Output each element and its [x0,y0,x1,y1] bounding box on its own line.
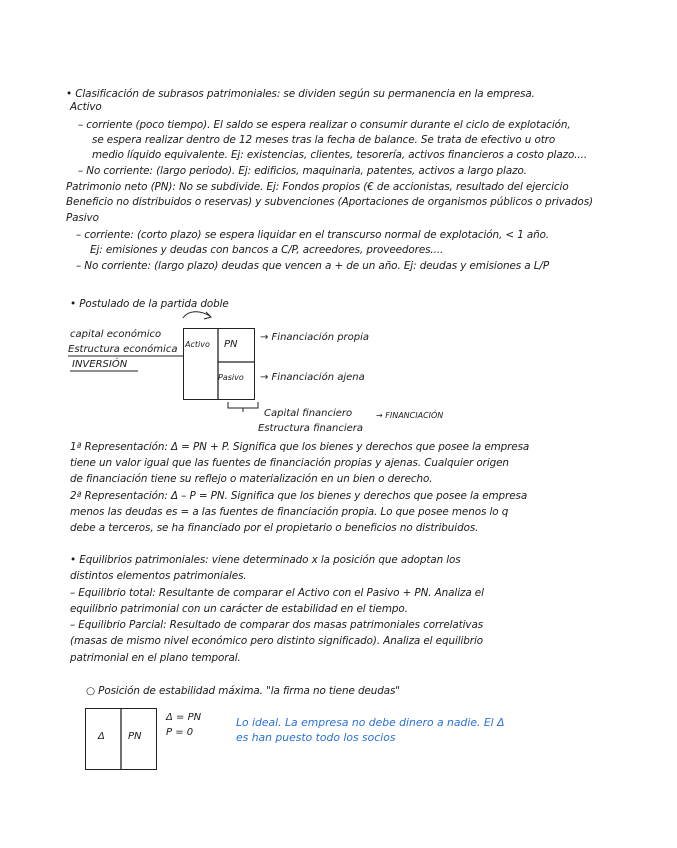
s1-line-9: Ej: emisiones y deudas con bancos a C/P, acreedores, proveedores.... [90,244,444,256]
s3-line-1: distintos elementos patrimoniales. [70,570,247,582]
s1-line-1: – corriente (poco tiempo). El saldo se espera realizar o consumir durante el ciclo de explotación, [78,119,571,131]
diagram-arrow-pn: → Financiación propia [260,332,370,343]
diagram-bottom-line2: Estructura financiera [258,423,364,434]
s1-line-6: Beneficio no distribuidos o reservas) y subvenciones (Aportaciones de organismos públicos o privados) [66,196,593,208]
section4-title: ○ Posición de estabilidad máxima. "la firma no tiene deudas" [86,685,400,697]
s1-line-3: medio líquido equivalente. Ej: existencias, clientes, tesorería, activos financieros a costo plazo.... [92,149,588,161]
s2-line-6: debe a terceros, se ha financiado por el propietario o beneficios no distribuidos. [70,522,479,534]
stability-col-activo: Δ [98,731,105,742]
s3-line-3: equilibrio patrimonial con un carácter de estabilidad en el tiempo. [70,603,408,615]
section2-title: • Postulado de la partida doble [70,298,229,310]
activo-label: Activo [70,101,102,113]
s3-line-2: – Equilibrio total: Resultante de comparar el Activo con el Pasivo + PN. Analiza el [70,587,484,599]
s3-line-4: – Equilibrio Parcial: Resultado de comparar dos masas patrimoniales correlativas [70,619,484,631]
s1-line-8: – corriente: (corto plazo) se espera liquidar en el transcurso normal de explotación, < 1 año. [76,229,550,241]
s2-line-2: tiene un valor igual que las fuentes de financiación propias y ajenas. Cualquier origen [70,457,509,469]
s2-line-1: 1ª Representación: Δ = PN + P. Significa que los bienes y derechos que posee la empresa [70,441,530,453]
section1-title: • Clasificación de subrasos patrimoniales: se dividen según su permanencia en la empresa. [66,88,535,100]
s1-line-10: – No corriente: (largo plazo) deudas que vencen a + de un año. Ej: deudas y emisiones a L/P [76,260,549,272]
diagram-left-line2: Estructura económica [68,344,178,355]
s1-line-4: – No corriente: (largo periodo). Ej: edificios, maquinaria, patentes, activos a largo plazo. [78,165,527,177]
diagram-col-pn: PN [224,339,238,350]
section3-title: • Equilibrios patrimoniales: viene determinado x la posición que adoptan los [70,554,461,566]
diagram-left-line1: capital económico [70,329,162,340]
stability-note-line2: es han puesto todo los socios [236,731,396,744]
s1-line-2: se espera realizar dentro de 12 meses tras la fecha de balance. Se trata de efectivo u otro [92,134,556,146]
diagram-arrow-pasivo: → Financiación ajena [260,372,365,383]
s2-line-4: 2ª Representación: Δ – P = PN. Significa que los bienes y derechos que posee la empresa [70,490,528,502]
diagram-bottom-line1: Capital financiero [264,408,353,419]
s1-line-7: Pasivo [66,212,99,224]
diagram-col-activo: Activo [185,340,210,349]
s3-line-6: patrimonial en el plano temporal. [70,652,241,664]
diagram-bottom-arrow: → FINANCIACIÓN [376,411,444,420]
s2-line-3: de financiación tiene su reflejo o materialización en un bien o derecho. [70,473,433,485]
stability-note-line1: Lo ideal. La empresa no debe dinero a nadie. El Δ [236,716,505,729]
diagram-left-line3: INVERSIÓN [72,359,128,370]
stability-eq1: Δ = PN [166,712,202,723]
stability-eq2: P = 0 [166,727,194,738]
s1-line-5: Patrimonio neto (PN): No se subdivide. Ej: Fondos propios (€ de accionistas, resultado del ejercicio [66,181,569,193]
diagram-col-pasivo: Pasivo [218,373,244,382]
s3-line-5: (masas de mismo nivel económico pero distinto significado). Analiza el equilibrio [70,635,484,647]
s2-line-5: menos las deudas es = a las fuentes de financiación propia. Lo que posee menos lo q [70,506,509,518]
stability-col-pn: PN [128,731,142,742]
